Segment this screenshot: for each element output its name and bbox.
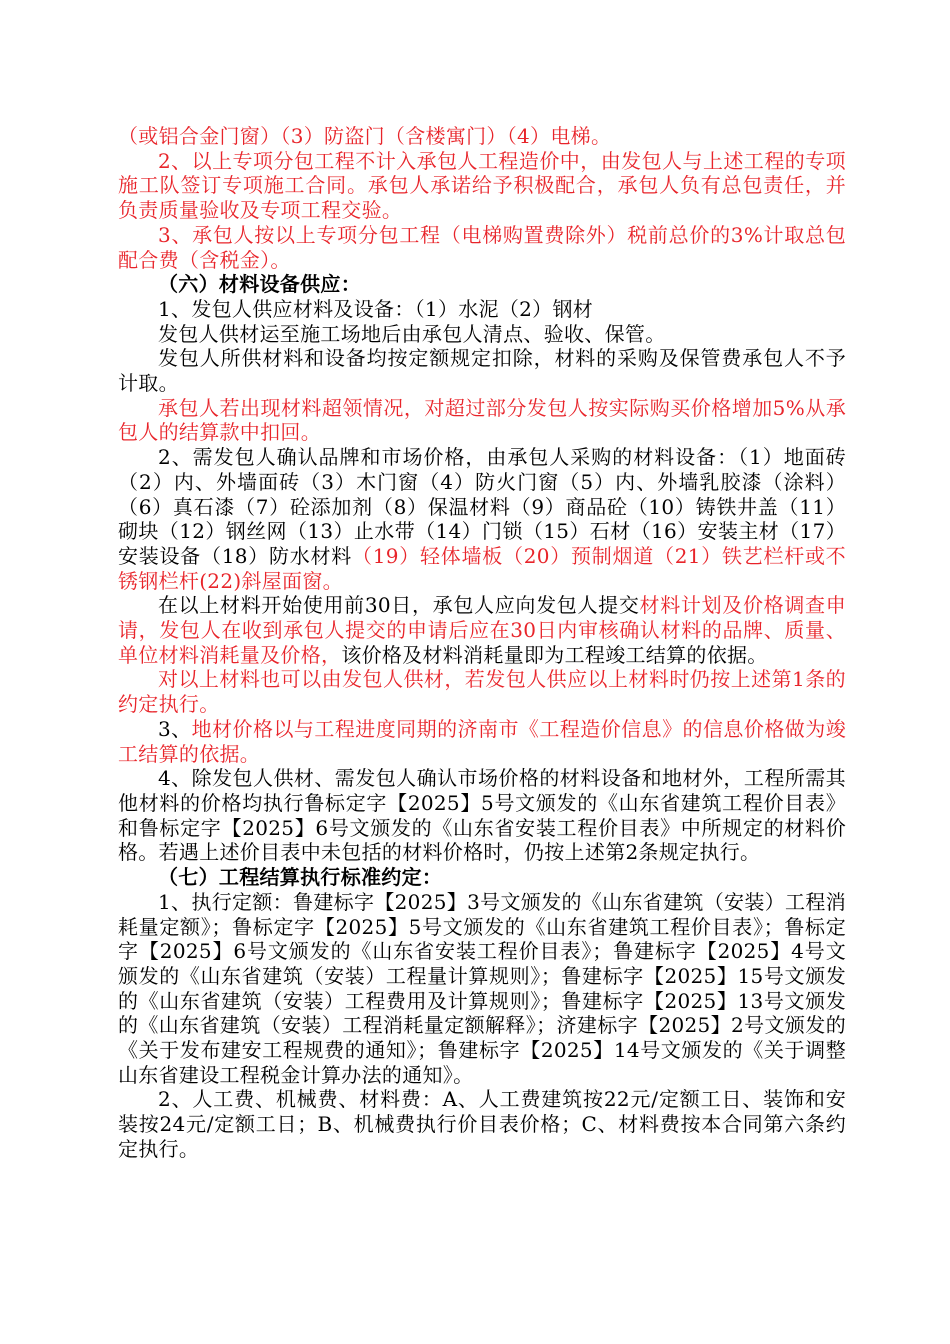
document-page: [118, 124, 846, 1162]
paragraph: [118, 149, 846, 223]
paragraph: [118, 297, 846, 322]
paragraph: [118, 346, 846, 395]
text-segment: 4、除发包人供材、需发包人确认市场价格的材料设备和地材外，工程所需其他材料的价格均执行鲁标定字【2025】5号文颁发的《山东省建筑工程价目表》和鲁标定字【2025】6号文颁发的《山东省安装工程价目表》中所规定的材料价格。若遇上述价目表中未包括的材料价格时，仍按上述第2条规定执行。: [118, 766, 846, 865]
text-segment: 承包人若出现材料超领情况，对超过部分发包人按实际购买价格增加5%从承包人的结算款中扣回。: [118, 395, 846, 445]
text-segment: 2、人工费、机械费、材料费：A、人工费建筑按22元/定额工日、装饰和安装按24元/定额工日；B、机械费执行价目表价格；C、材料费按本合同第六条约定执行。: [118, 1087, 846, 1161]
text-segment: （或铝合金门窗）（3）防盗门（含楼寓门）（4）电梯。: [118, 124, 612, 148]
text-segment: 2、需发包人确认品牌和市场价格，由承包人采购的材料设备：（1）地面砖（2）内、外墙面砖（3）木门窗（4）防火门窗（5）内、外墙乳胶漆（涂料）（6）真石漆（7）砼添加剂（8）保温材料（9）商品砼（10）铸铁井盖（11）砌块（12）钢丝网（13）止水带（14）门锁（15）石材（16）安装主材（17）安装设备（18）防水材料: [118, 445, 846, 568]
paragraph: [118, 223, 846, 272]
paragraph: [118, 717, 846, 766]
text-segment: 该价格及材料消耗量即为工程竣工结算的依据。: [341, 642, 768, 667]
text-segment: 3、: [158, 716, 192, 741]
section-heading: [118, 865, 846, 890]
section-heading: [118, 272, 846, 297]
paragraph: [118, 322, 846, 347]
text-segment: （七）工程结算执行标准约定：: [158, 865, 443, 890]
paragraph: [118, 445, 846, 593]
text-segment: 3、承包人按以上专项分包工程（电梯购置费除外）税前总价的3%计取总包配合费（含税金）。: [118, 222, 846, 272]
paragraph: [118, 124, 846, 149]
text-segment: 发包人所供材料和设备均按定额规定扣除，材料的采购及保管费承包人不予计取。: [118, 346, 846, 396]
text-segment: 地材价格以与工程进度同期的济南市《工程造价信息》的信息价格做为竣工结算的依据。: [118, 716, 846, 766]
paragraph: [118, 766, 846, 865]
text-segment: 在以上材料开始使用前30日，承包人应向发包人提交: [158, 593, 640, 618]
text-segment: （六）材料设备供应：: [158, 272, 361, 297]
text-segment: 2、以上专项分包工程不计入承包人工程造价中，由发包人与上述工程的专项施工队签订专项施工合同。承包人承诺给予积极配合，承包人负有总包责任，并负责质量验收及专项工程交验。: [118, 148, 846, 223]
paragraph: [118, 667, 846, 716]
paragraph: [118, 1087, 846, 1161]
text-segment: 1、发包人供应材料及设备：（1）水泥（2）钢材: [158, 296, 594, 321]
text-segment: 发包人供材运至施工场地后由承包人清点、验收、保管。: [158, 321, 666, 346]
paragraph: [118, 593, 846, 667]
text-segment: 材料计划及价格调查申请，发包人在收到承包人提交的申请后应在30日内审核确认材料的品牌、质量、单位材料消耗量及价格，: [118, 593, 847, 667]
text-segment: （19）轻体墙板（20）预制烟道（21）铁艺栏杆或不锈钢栏杆(22)斜屋面窗。: [118, 543, 846, 593]
text-segment: 1、执行定额：鲁建标字【2025】3号文颁发的《山东省建筑（安装）工程消耗量定额》；鲁标定字【2025】5号文颁发的《山东省建筑工程价目表》；鲁标定字【2025】6号文颁发的《山东省安装工程价目表》；鲁建标字【2025】4号文颁发的《山东省建筑（安装）工程量计算规则》；鲁建标字【2025】15号文颁发的《山东省建筑（安装）工程费用及计算规则》；鲁建标字【2025】13号文颁发的《山东省建筑（安装）工程消耗量定额解释》；济建标字【2025】2号文颁发的《关于发布建安工程规费的通知》；鲁建标字【2025】14号文颁发的《关于调整山东省建设工程税金计算办法的通知》。: [118, 889, 846, 1087]
text-segment: 对以上材料也可以由发包人供材，若发包人供应以上材料时仍按上述第1条的约定执行。: [118, 667, 846, 717]
paragraph: [118, 396, 846, 445]
paragraph: [118, 890, 846, 1088]
